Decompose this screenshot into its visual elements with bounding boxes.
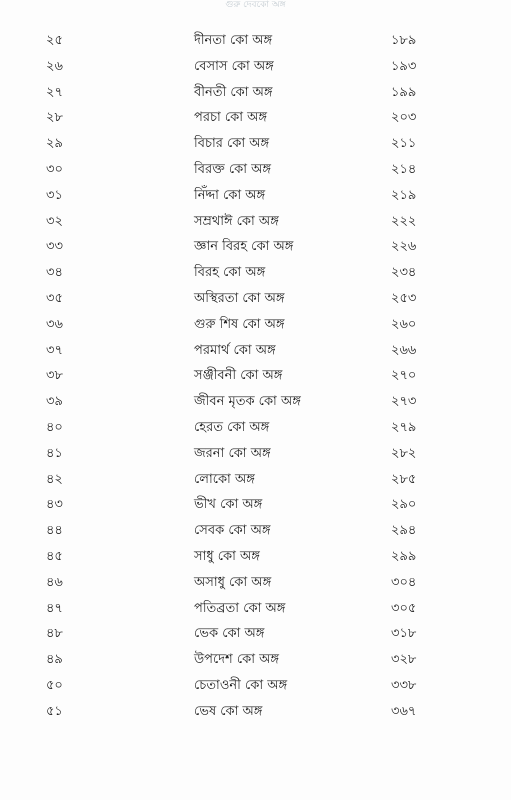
page-number: ৩০৫: [391, 600, 417, 616]
chapter-title: লোকো অঙ্গ: [194, 471, 255, 487]
page-number: ২৬০: [391, 316, 417, 332]
toc-row: [0, 211, 511, 237]
chapter-number: ৪৬: [46, 574, 63, 590]
page-number: ৩৩৮: [391, 677, 417, 693]
toc-row: [0, 649, 511, 675]
chapter-title: সঞ্জীবনী কো অঙ্গ: [194, 368, 283, 384]
chapter-title: উপদেশ কো অঙ্গ: [194, 652, 279, 668]
toc-row: [0, 675, 511, 701]
chapter-title: অসাধু কো অঙ্গ: [194, 574, 272, 590]
toc-row: [0, 520, 511, 546]
page-number: ২৮২: [391, 445, 417, 461]
chapter-number: ৪১: [46, 445, 63, 461]
chapter-title: দীনতা কো অঙ্গ: [194, 33, 273, 48]
page-number: ১৮৯: [391, 33, 417, 48]
chapter-number: ৪৫: [46, 548, 63, 564]
chapter-title: সাধু কো অঙ্গ: [194, 548, 260, 564]
toc-row: [0, 365, 511, 391]
toc-row: [0, 288, 511, 314]
toc-row: [0, 494, 511, 520]
chapter-number: ৪৭: [46, 600, 63, 616]
page-number: ২৫৩: [391, 290, 417, 306]
chapter-title: ভেক কো অঙ্গ: [194, 626, 265, 642]
chapter-title: পরচা কো অঙ্গ: [194, 110, 268, 126]
page-number: ২১৯: [391, 187, 417, 203]
toc-row: [0, 107, 511, 133]
chapter-number: ৩৬: [46, 316, 63, 332]
chapter-number: ৪২: [46, 471, 63, 487]
chapter-number: ২৫: [46, 33, 63, 48]
chapter-title: নিঁদ্দা কো অঙ্গ: [194, 187, 266, 203]
page-number: ৩০৪: [391, 574, 417, 590]
page-number: ৩২৮: [391, 652, 417, 668]
toc-row: [0, 236, 511, 262]
toc-row: [0, 185, 511, 211]
toc-row: [0, 133, 511, 159]
toc-row: [0, 443, 511, 469]
page-number: ২২৬: [391, 239, 417, 255]
chapter-title: সম্রথাঈ কো অঙ্গ: [194, 213, 279, 229]
chapter-number: ৪০: [46, 419, 63, 435]
toc-row: [0, 159, 511, 185]
toc-row: [0, 391, 511, 417]
toc-row: [0, 623, 511, 649]
toc-row: [0, 572, 511, 598]
chapter-number: ৩১: [46, 187, 63, 203]
chapter-title: চেতাওনী কো অঙ্গ: [194, 677, 288, 693]
chapter-number: ৪৯: [46, 652, 63, 668]
page-number: ২৩৪: [391, 265, 417, 281]
toc-row: [0, 340, 511, 366]
page-number: ২১১: [391, 136, 417, 152]
chapter-number: ২৭: [46, 84, 63, 100]
toc-row: [0, 82, 511, 108]
chapter-title: পরমার্থ কো অঙ্গ: [194, 342, 276, 358]
page-number: ২৭৩: [391, 394, 417, 410]
page-number: ২৭০: [391, 368, 417, 384]
running-head: গুরু দেবকো অঙ্গ: [225, 0, 286, 10]
chapter-title: বিচার কো অঙ্গ: [194, 136, 270, 152]
page-number: ২৯৪: [391, 523, 417, 539]
chapter-title: পতিব্রতা কো অঙ্গ: [194, 600, 286, 616]
page-number: ৩১৮: [391, 626, 417, 642]
toc-row: [0, 30, 511, 56]
chapter-title: জরনা কো অঙ্গ: [194, 445, 271, 461]
toc-row: [0, 417, 511, 443]
chapter-number: ৪৩: [46, 497, 63, 513]
page-number: ২৯৯: [391, 548, 417, 564]
toc-row: [0, 314, 511, 340]
chapter-number: ২৮: [46, 110, 63, 126]
chapter-title: ভীখ কো অঙ্গ: [194, 497, 263, 513]
chapter-number: ৫০: [46, 677, 63, 693]
page-number: ২১৪: [391, 161, 417, 177]
page-number: ২৯০: [391, 497, 417, 513]
page-number: ২৭৯: [391, 419, 417, 435]
toc-row: [0, 701, 511, 727]
chapter-number: ৩৪: [46, 265, 63, 281]
chapter-number: ৩৭: [46, 342, 63, 358]
chapter-title: ভেষ কো অঙ্গ: [194, 703, 263, 719]
chapter-number: ৩৩: [46, 239, 63, 255]
chapter-number: ৩৯: [46, 394, 63, 410]
toc-row: [0, 546, 511, 572]
page-number: ২৬৬: [391, 342, 417, 358]
page-number: ২২২: [391, 213, 417, 229]
chapter-number: ৪৪: [46, 523, 63, 539]
toc-row: [0, 56, 511, 82]
chapter-number: ৩২: [46, 213, 63, 229]
chapter-title: জ্ঞান বিরহ কো অঙ্গ: [194, 239, 294, 255]
page-number: ৩৬৭: [391, 703, 417, 719]
toc-row: [0, 469, 511, 495]
table-of-contents: [0, 30, 511, 727]
chapter-title: অস্থিরতা কো অঙ্গ: [194, 290, 285, 306]
page-number: ১৯৩: [391, 58, 417, 74]
chapter-number: ২৬: [46, 58, 63, 74]
chapter-title: বিরহ কো অঙ্গ: [194, 265, 266, 281]
toc-row: [0, 262, 511, 288]
chapter-title: সেবক কো অঙ্গ: [194, 523, 271, 539]
chapter-number: ২৯: [46, 136, 63, 152]
chapter-number: ৩০: [46, 161, 63, 177]
toc-row: [0, 598, 511, 624]
chapter-number: ৫১: [46, 703, 63, 719]
page-number: ২০৩: [391, 110, 417, 126]
chapter-title: হেরত কো অঙ্গ: [194, 419, 270, 435]
page-number: ১৯৯: [391, 84, 417, 100]
chapter-title: বীনতী কো অঙ্গ: [194, 84, 273, 100]
page-number: ২৮৫: [391, 471, 417, 487]
chapter-title: বিরক্ত কো অঙ্গ: [194, 161, 272, 177]
chapter-title: বেসাস কো অঙ্গ: [194, 58, 274, 74]
chapter-number: ৩৫: [46, 290, 63, 306]
chapter-title: জীবন মৃতক কো অঙ্গ: [194, 394, 301, 410]
chapter-title: গুরু শিষ কো অঙ্গ: [194, 316, 285, 332]
chapter-number: ৪৮: [46, 626, 63, 642]
chapter-number: ৩৮: [46, 368, 63, 384]
